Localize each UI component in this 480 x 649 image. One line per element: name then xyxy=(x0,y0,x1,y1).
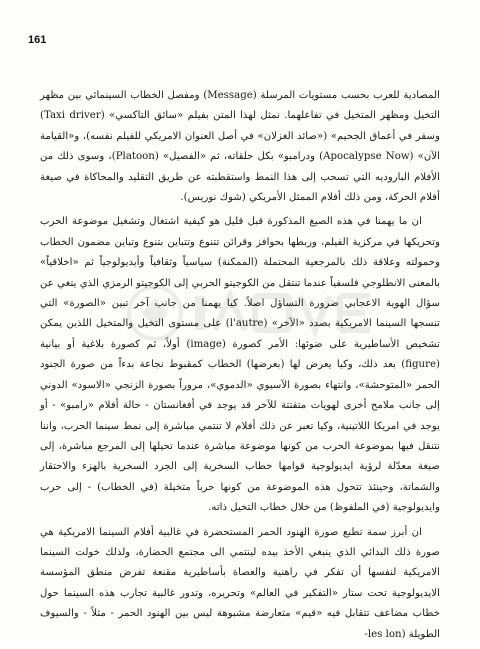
paragraph-2: ان ما يهمنا في هذه الصيغ المذكورة قبل قليل هو كيفية اشتغال وتشغيل موضوعة الحرب وتحريكها في مركزية الفيلم، وربطها بحوافز وقرائن تتنوع وتتباين بتنوع وتباين مضمون الخطاب وحمولته وعلاقة ذلك بالمرجعية المحتملة (الممكنة) سياسياً وثقافياً وأيديولوجياً ثم «اخلاقياً» بالمعنى الانطلوجي فلسفياً عندما تنتقل من الكوجيتو الحربي إلى الكوجيتو الرمزي الذي يتغي عن سؤال الهوية الاعجابي ضرورة التساؤل اصلاً. كيا يهمنا من جانب آخر تبين «الصورة» التي تنسجها السينما الامريكية بصدد «الآخر» (l'autre) على مستوى التخيل والمتخيل اللذين يمكن تشخيص الأساطيرية على ضوئها: الأمر كصورة (image) أولاً، ثم كصورة بلاغية أو بيانية (figure) بعد ذلك، وكيا يعرض لها (بعرضها) الخطاب كمقبوط نجاعة بدءاً من صورة الجنود الحمر «المتوحشة»، وانتهاء بصورة الآسيوي «الدموي»، مروراً بصورة الزنجي «الاسود» الدوني إلى جانب ملامح أخرى لهويات متفتتة للآخر قد يوجد في أفغانستان - حالة أفلام «رامبو» - أو يوجد في امريكا اللاتينية، وكيا تعبر عن ذلك أفلام لا تنتمي مباشرة إلى نمط سينما الحرب، واننا نتنقل فيها بموضوعة الحرب من كونها موضوعة مباشرة عندما تحيلها إلى المرجع مباشرة، إلى صيغة معدّلة لرؤية ايديولوجية قوامها خطاب السخرية إلى الجرد السخرية بالهزء والاحتقار والشماتة، وحينئذ تتحول هذه الموضوعة من كونها حرباً متخيلة (في الخطاب) - إلى حرب وايديولوجية (في الملفوظ) من خلال خطاب التخيل ذاته. xyxy=(40,216,440,514)
body-text xyxy=(40,86,440,649)
page-number: 161 xyxy=(28,34,47,46)
paragraph-1: المصادية للعرب بحسب مستويات المرسلة (Message) ومفصل الخطاب السينمائي بين مظهر التخيل ومظهر المتخيل في تفاعلهما. نمثل لهذا المتن بفيلم «سائق التاكسي» (Taxi driver) وسفر في أعماق الجحيم» («صائد الغزلان» في أصل العنوان الامريكي للفيلم نفسه)، و«القيامة الآن» (Apocalypse Now) ودرامبو» بكل حلقاته، ثم «الفصيل» (Platoon)، وسوى ذلك من الأفلام الباروديه التي تسحب إلى هذا النمط واستقطبته عن طريق التقليد والمحاكاة في صيغة أفلام الحركة، ومن ذلك أفلام الممثل الأمريكي (شوك نوريس). xyxy=(40,90,440,204)
paragraph-3: ان أبرز سمة تطبع صورة الهنود الحمر المستحضرة في غالبية أفلام السينما الامريكية هي صورة ذلك البدائي الذي ينبغي الأخذ بيده لينتمي الى مجتمع الحضارة، ولذلك خولت السينما الامريكية لنفسها أن تفكر في راهنية والعصاة بأساطيرية مقنعة تفرض منطق المؤسسة الايديولوجية تحت ستار «التفكير في العالم» وتحريره، وتدور غالبية تجارب هذه السينما حول خطاب مضاعف تتقابل فيه «قيم» متعارضة مشبوهة ليس بين الهنود الحمر - مثلاً - والسيوف الطويلة (les lon- xyxy=(40,526,440,640)
